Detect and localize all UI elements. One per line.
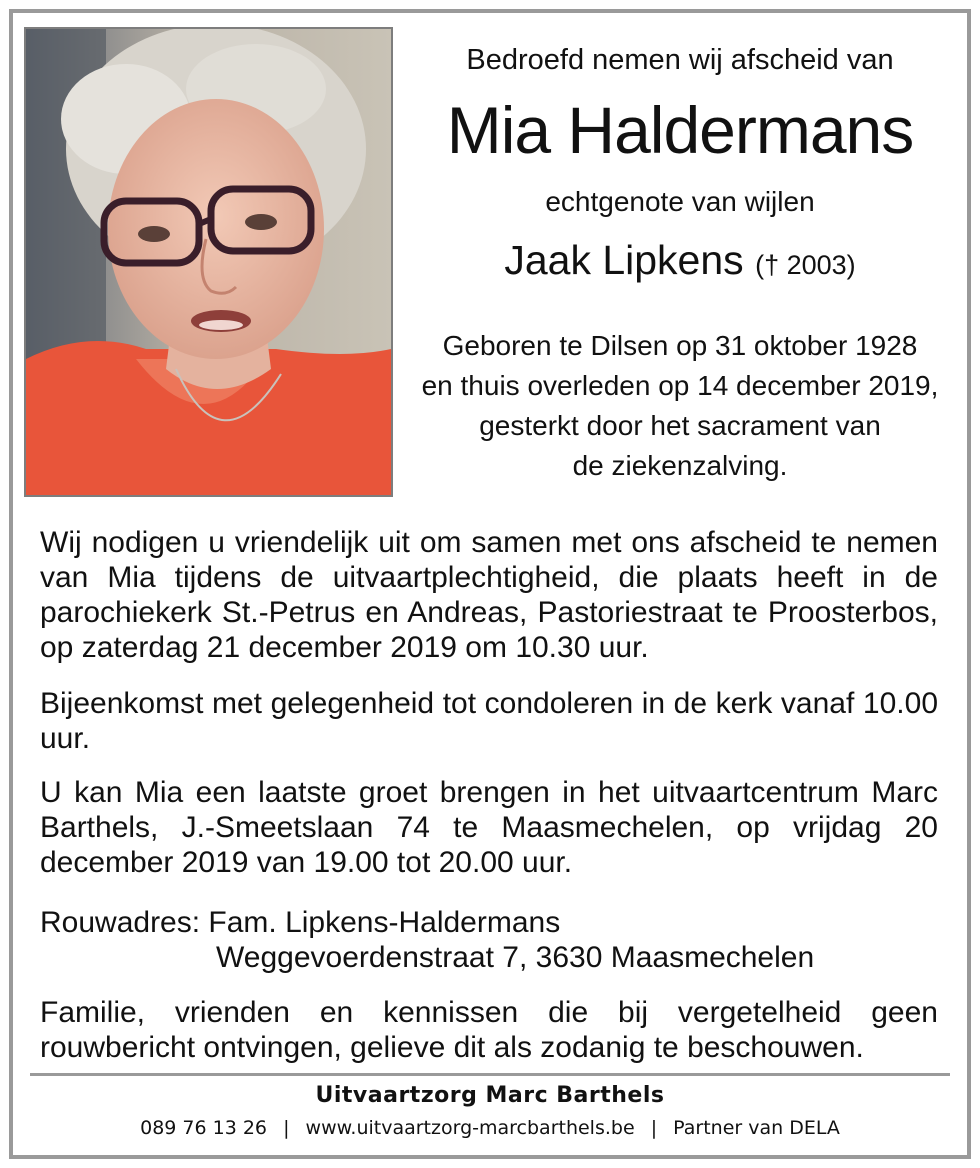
portrait-photo (24, 27, 393, 497)
funeral-invitation: Wij nodigen u vriendelijk uit om samen met ons afscheid te nemen van Mia tijdens de uitvaartplechtigheid, die plaats heeft in de parochiekerk St.-Petrus en Andreas, Pastoriestraat te Proosterbos, op zaterdag 21 december 2019 om 10.30 uur. (40, 526, 938, 664)
closing-note: Familie, vrienden en kennissen die bij vergetelheid geen rouwbericht ontvingen, gelieve dit als zodanig te beschouwen. (40, 996, 938, 1064)
phone-number: 089 76 13 26 (140, 1117, 268, 1139)
spouse-name: Jaak Lipkens (504, 237, 744, 283)
mourning-address-street: Weggevoerdenstraat 7, 3630 Maasmechelen (216, 941, 815, 974)
website-link: www.uitvaartzorg-marcbarthels.be (305, 1117, 635, 1139)
partner-label: Partner van DELA (673, 1117, 840, 1139)
spouse-death-note: († 2003) (755, 250, 856, 280)
sacrament-line: gesterkt door het sacrament van (479, 410, 881, 441)
intro-line: Bedroefd nemen wij afscheid van (466, 44, 894, 76)
spouse-line (415, 232, 945, 293)
spouse-intro: echtgenote van wijlen (545, 186, 815, 217)
footer-divider (30, 1073, 950, 1076)
birth-line: Geboren te Dilsen op 31 oktober 1928 (442, 330, 918, 361)
funeral-home-contact (0, 1117, 980, 1139)
viewing-info: U kan Mia een laatste groet brengen in het uitvaartcentrum Marc Barthels, J.-Smeetslaan 74 te Maasmechelen, op vrijdag 20 december 2019 van 19.00 tot 20.00 uur. (40, 776, 938, 879)
mourning-address-label: Rouwadres: Fam. Lipkens-Haldermans (40, 906, 561, 939)
funeral-home-name: Uitvaartzorg Marc Barthels (315, 1083, 665, 1108)
condolence-gathering: Bijeenkomst met gelegenheid tot condoleren in de kerk vanaf 10.00 uur. (40, 687, 938, 755)
sacrament-line-2: de ziekenzalving. (572, 450, 788, 481)
birth-death-block (415, 326, 945, 486)
separator: | (650, 1117, 658, 1139)
separator: | (283, 1117, 290, 1139)
death-line: en thuis overleden op 14 december 2019, (421, 370, 939, 401)
deceased-name: Mia Haldermans (446, 93, 914, 167)
